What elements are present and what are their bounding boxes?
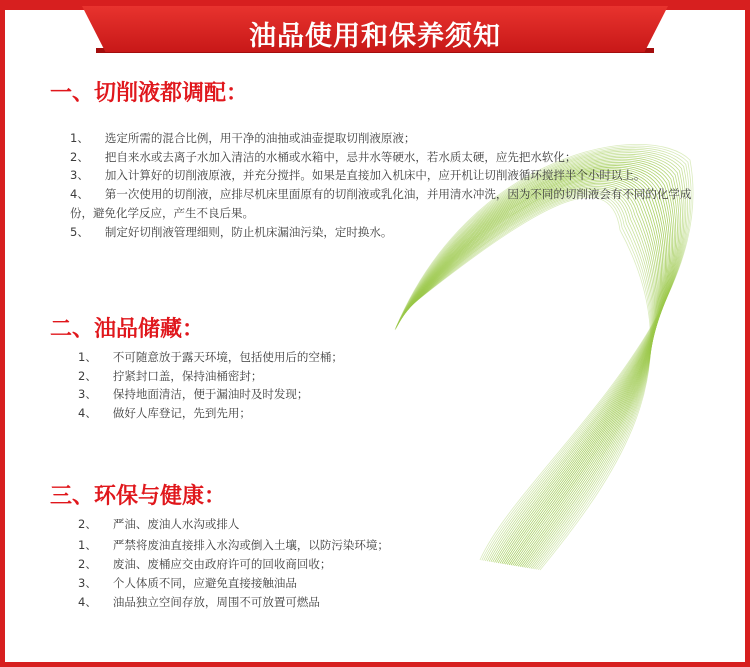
item-text: 做好人库登记，先到先用； bbox=[112, 406, 251, 420]
item-number: 3、 bbox=[78, 576, 97, 590]
section-heading-environment: 三、环保与健康： bbox=[50, 484, 227, 509]
item-number: 2、 bbox=[70, 150, 89, 164]
item-text-continued: 份，避免化学反应，产生不良后果。 bbox=[70, 206, 254, 220]
list-item bbox=[78, 516, 239, 532]
list-item bbox=[78, 349, 343, 365]
item-number: 1、 bbox=[70, 131, 89, 145]
item-text: 制定好切削液管理细则，防止机床漏油污染，定时换水。 bbox=[104, 225, 393, 239]
item-number: 1、 bbox=[78, 350, 97, 364]
item-number: 5、 bbox=[70, 225, 89, 239]
item-number: 3、 bbox=[70, 168, 89, 182]
section-heading-storage: 二、油品储藏： bbox=[50, 317, 205, 342]
item-number: 2、 bbox=[78, 517, 97, 531]
item-text: 废油、废桶应交由政府许可的回收商回收； bbox=[112, 557, 332, 571]
item-text: 严油、废油人水沟或排人 bbox=[112, 517, 240, 531]
page-title: 油品使用和保养须知 bbox=[249, 21, 501, 52]
item-number: 2、 bbox=[78, 557, 97, 571]
list-item bbox=[78, 368, 262, 384]
item-number: 1、 bbox=[78, 538, 97, 552]
item-text: 第一次使用的切削液，应排尽机床里面原有的切削液或乳化油，并用清水冲洗，因为不同的切削液会有不同的化学成 bbox=[104, 187, 692, 201]
item-text: 拧紧封口盖，保持油桶密封； bbox=[112, 369, 263, 383]
list-item bbox=[78, 594, 320, 610]
list-item bbox=[70, 224, 392, 240]
item-text: 油品独立空间存放，周围不可放置可燃品 bbox=[112, 595, 320, 609]
item-number: 4、 bbox=[78, 406, 97, 420]
item-number: 3、 bbox=[78, 387, 97, 401]
item-text: 加入计算好的切削液原液，并充分搅拌。如果是直接加入机床中，应开机让切削液循环搅拌半个小时以上。 bbox=[104, 168, 646, 182]
item-text: 不可随意放于露天环境，包括使用后的空桶； bbox=[112, 350, 343, 364]
item-text: 选定所需的混合比例，用干净的油抽或油壶提取切削液原液； bbox=[104, 131, 416, 145]
item-text: 保持地面清洁，便于漏油时及时发现； bbox=[112, 387, 309, 401]
list-item bbox=[78, 537, 389, 553]
list-item bbox=[70, 130, 415, 146]
item-text: 把自来水或去离子水加入清洁的水桶或水箱中，忌井水等硬水，若水质太硬，应先把水软化； bbox=[104, 150, 577, 164]
list-item bbox=[78, 386, 308, 402]
section-heading-mixing: 一、切削液都调配： bbox=[50, 81, 249, 106]
item-number: 2、 bbox=[78, 369, 97, 383]
item-text: 个人体质不同，应避免直接接触油品 bbox=[112, 576, 297, 590]
list-item bbox=[78, 405, 251, 421]
item-number: 4、 bbox=[70, 187, 89, 201]
list-item bbox=[70, 186, 691, 202]
list-item bbox=[70, 167, 645, 183]
list-item bbox=[70, 149, 576, 165]
list-item bbox=[78, 556, 331, 572]
item-number: 4、 bbox=[78, 595, 97, 609]
item-text: 严禁将废油直接排入水沟或倒入土壤，以防污染环境； bbox=[112, 538, 389, 552]
list-item bbox=[78, 575, 297, 591]
